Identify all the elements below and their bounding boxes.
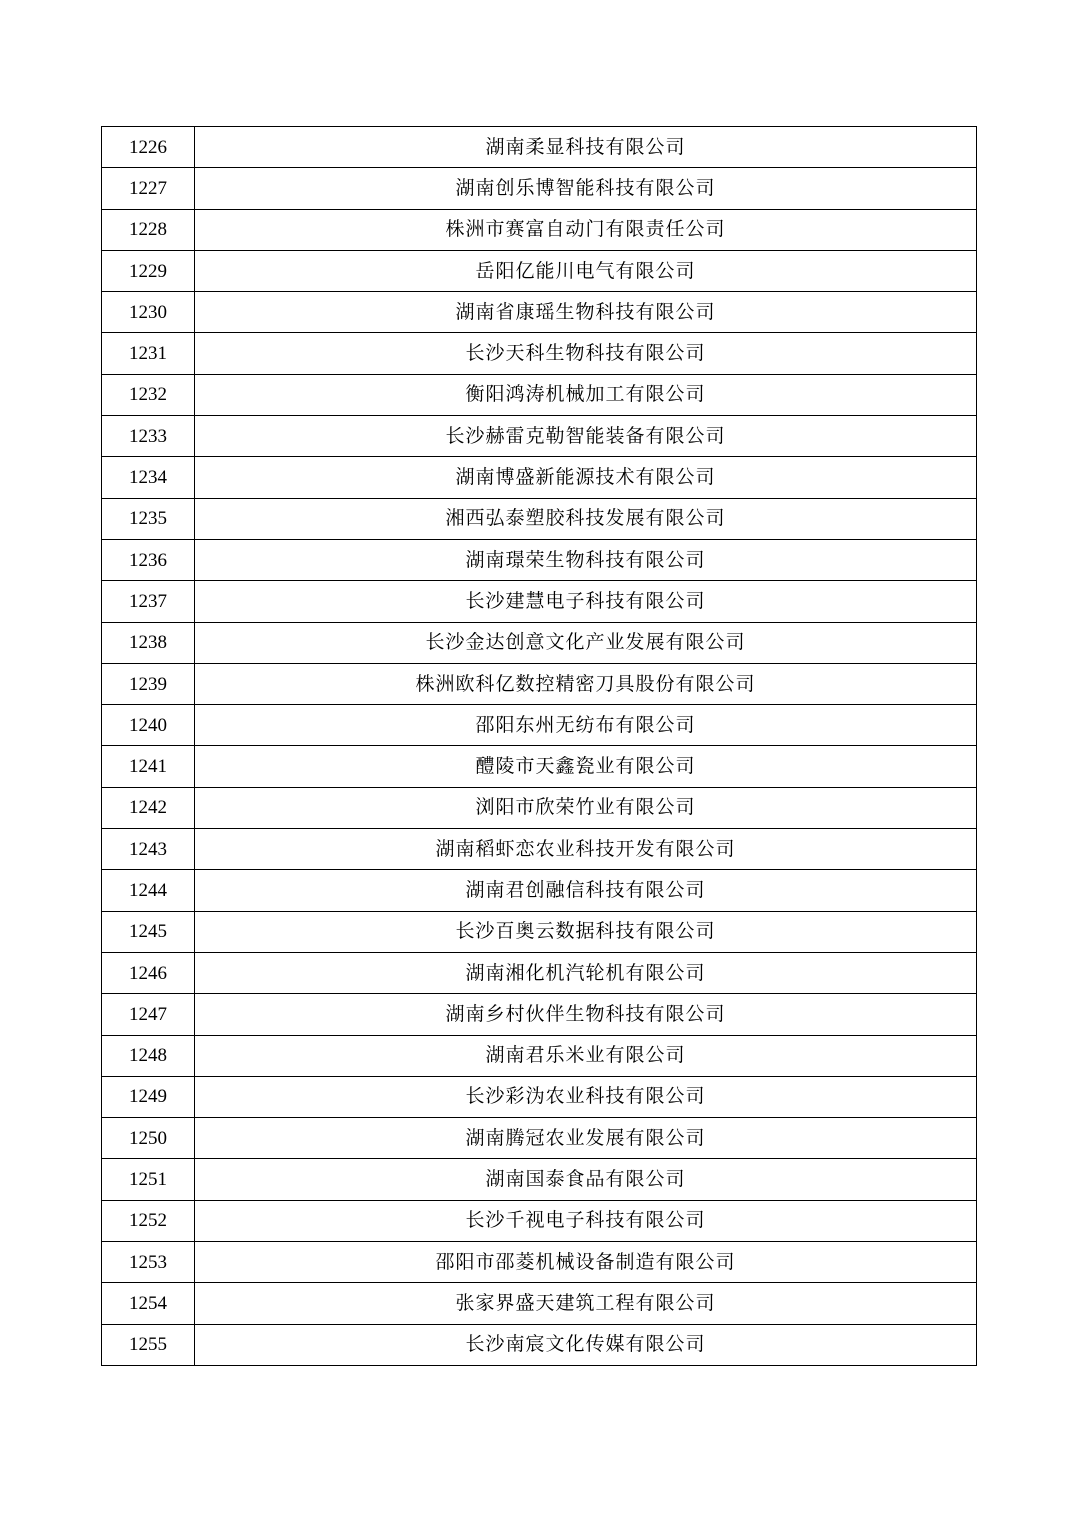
table-row bbox=[102, 622, 977, 663]
company-name-cell: 岳阳亿能川电气有限公司 bbox=[195, 250, 977, 291]
row-number-cell: 1229 bbox=[102, 250, 195, 291]
row-number-cell: 1237 bbox=[102, 581, 195, 622]
table-row bbox=[102, 1242, 977, 1283]
table-row bbox=[102, 498, 977, 539]
row-number-cell: 1253 bbox=[102, 1242, 195, 1283]
table-row bbox=[102, 416, 977, 457]
table-row bbox=[102, 952, 977, 993]
row-number-cell: 1236 bbox=[102, 539, 195, 580]
table-row bbox=[102, 1076, 977, 1117]
company-name-cell: 湖南柔显科技有限公司 bbox=[195, 127, 977, 168]
company-name-cell: 株洲欧科亿数控精密刀具股份有限公司 bbox=[195, 663, 977, 704]
table-row bbox=[102, 705, 977, 746]
row-number-cell: 1240 bbox=[102, 705, 195, 746]
company-name-cell: 湘西弘泰塑胶科技发展有限公司 bbox=[195, 498, 977, 539]
company-name-cell: 长沙百奥云数据科技有限公司 bbox=[195, 911, 977, 952]
company-name-cell: 醴陵市天鑫瓷业有限公司 bbox=[195, 746, 977, 787]
row-number-cell: 1251 bbox=[102, 1159, 195, 1200]
row-number-cell: 1239 bbox=[102, 663, 195, 704]
company-name-cell: 湖南国泰食品有限公司 bbox=[195, 1159, 977, 1200]
company-name-cell: 湖南省康瑶生物科技有限公司 bbox=[195, 292, 977, 333]
table-row bbox=[102, 1035, 977, 1076]
row-number-cell: 1248 bbox=[102, 1035, 195, 1076]
row-number-cell: 1227 bbox=[102, 168, 195, 209]
table-row bbox=[102, 581, 977, 622]
company-name-cell: 长沙金达创意文化产业发展有限公司 bbox=[195, 622, 977, 663]
row-number-cell: 1238 bbox=[102, 622, 195, 663]
row-number-cell: 1231 bbox=[102, 333, 195, 374]
company-name-cell: 湖南创乐博智能科技有限公司 bbox=[195, 168, 977, 209]
row-number-cell: 1254 bbox=[102, 1283, 195, 1324]
table-row bbox=[102, 829, 977, 870]
row-number-cell: 1241 bbox=[102, 746, 195, 787]
table-row bbox=[102, 168, 977, 209]
row-number-cell: 1245 bbox=[102, 911, 195, 952]
table-row bbox=[102, 127, 977, 168]
company-list-table bbox=[101, 126, 977, 1366]
row-number-cell: 1244 bbox=[102, 870, 195, 911]
row-number-cell: 1226 bbox=[102, 127, 195, 168]
table-row bbox=[102, 1324, 977, 1365]
table-row bbox=[102, 209, 977, 250]
company-name-cell: 湖南君乐米业有限公司 bbox=[195, 1035, 977, 1076]
company-name-cell: 湖南稻虾恋农业科技开发有限公司 bbox=[195, 829, 977, 870]
table-row bbox=[102, 292, 977, 333]
company-name-cell: 湖南湘化机汽轮机有限公司 bbox=[195, 952, 977, 993]
row-number-cell: 1247 bbox=[102, 994, 195, 1035]
table-row bbox=[102, 870, 977, 911]
row-number-cell: 1230 bbox=[102, 292, 195, 333]
table-row bbox=[102, 250, 977, 291]
company-name-cell: 长沙赫雷克勒智能装备有限公司 bbox=[195, 416, 977, 457]
company-name-cell: 衡阳鸿涛机械加工有限公司 bbox=[195, 374, 977, 415]
company-name-cell: 湖南乡村伙伴生物科技有限公司 bbox=[195, 994, 977, 1035]
row-number-cell: 1228 bbox=[102, 209, 195, 250]
table-row bbox=[102, 787, 977, 828]
company-name-cell: 邵阳东州无纺布有限公司 bbox=[195, 705, 977, 746]
company-name-cell: 长沙彩沩农业科技有限公司 bbox=[195, 1076, 977, 1117]
company-name-cell: 长沙千视电子科技有限公司 bbox=[195, 1200, 977, 1241]
company-name-cell: 邵阳市邵菱机械设备制造有限公司 bbox=[195, 1242, 977, 1283]
table-row bbox=[102, 1200, 977, 1241]
row-number-cell: 1235 bbox=[102, 498, 195, 539]
row-number-cell: 1246 bbox=[102, 952, 195, 993]
table-row bbox=[102, 457, 977, 498]
row-number-cell: 1249 bbox=[102, 1076, 195, 1117]
table-row bbox=[102, 374, 977, 415]
table-row bbox=[102, 1118, 977, 1159]
table-row bbox=[102, 911, 977, 952]
table-row bbox=[102, 746, 977, 787]
row-number-cell: 1243 bbox=[102, 829, 195, 870]
table-row bbox=[102, 333, 977, 374]
company-name-cell: 张家界盛天建筑工程有限公司 bbox=[195, 1283, 977, 1324]
row-number-cell: 1252 bbox=[102, 1200, 195, 1241]
table-row bbox=[102, 663, 977, 704]
table-row bbox=[102, 539, 977, 580]
row-number-cell: 1234 bbox=[102, 457, 195, 498]
company-name-cell: 长沙南宸文化传媒有限公司 bbox=[195, 1324, 977, 1365]
row-number-cell: 1255 bbox=[102, 1324, 195, 1365]
company-name-cell: 湖南君创融信科技有限公司 bbox=[195, 870, 977, 911]
company-name-cell: 浏阳市欣荣竹业有限公司 bbox=[195, 787, 977, 828]
row-number-cell: 1232 bbox=[102, 374, 195, 415]
company-name-cell: 长沙天科生物科技有限公司 bbox=[195, 333, 977, 374]
company-name-cell: 长沙建慧电子科技有限公司 bbox=[195, 581, 977, 622]
row-number-cell: 1242 bbox=[102, 787, 195, 828]
company-name-cell: 湖南璟荣生物科技有限公司 bbox=[195, 539, 977, 580]
row-number-cell: 1250 bbox=[102, 1118, 195, 1159]
company-name-cell: 湖南博盛新能源技术有限公司 bbox=[195, 457, 977, 498]
company-name-cell: 湖南腾冠农业发展有限公司 bbox=[195, 1118, 977, 1159]
table-row bbox=[102, 994, 977, 1035]
table-row bbox=[102, 1159, 977, 1200]
company-name-cell: 株洲市赛富自动门有限责任公司 bbox=[195, 209, 977, 250]
table-body bbox=[102, 127, 977, 1366]
table-row bbox=[102, 1283, 977, 1324]
row-number-cell: 1233 bbox=[102, 416, 195, 457]
